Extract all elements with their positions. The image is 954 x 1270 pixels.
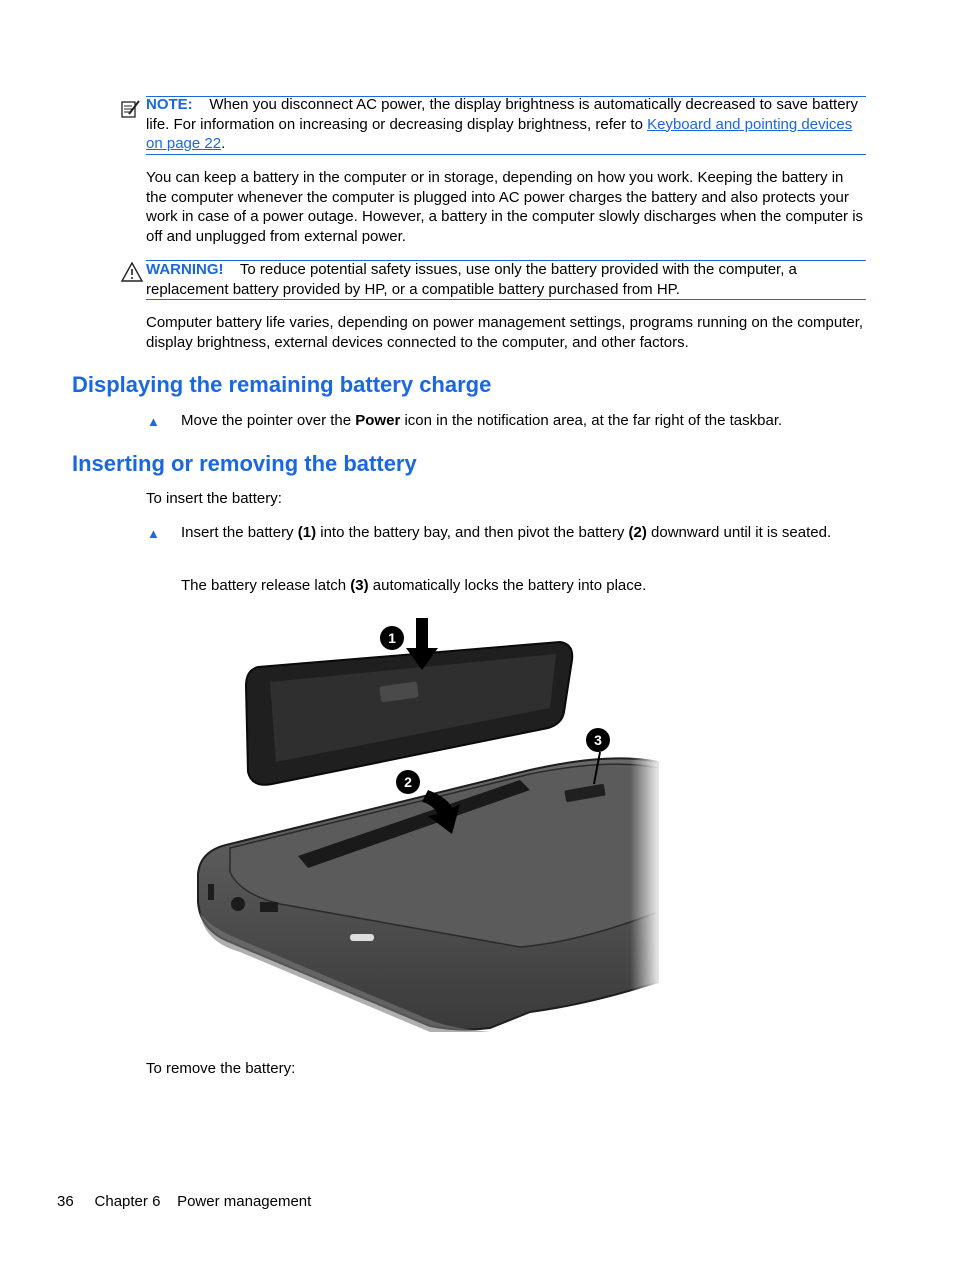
step-text: Move the pointer over the bbox=[181, 412, 356, 429]
warning-bottom-rule bbox=[146, 299, 866, 300]
battery-life-paragraph: Computer battery life varies, depending on power management settings, programs running on the computer, display brightness, external devices connected to the computer, and other factors. bbox=[146, 314, 864, 351]
step-text: Insert the battery bbox=[181, 524, 298, 541]
warning-paragraph bbox=[146, 260, 866, 299]
bullet-icon: ▲ bbox=[147, 526, 160, 541]
chapter-title: Power management bbox=[177, 1193, 312, 1210]
remaining-charge-step bbox=[181, 411, 871, 431]
page-footer bbox=[57, 1192, 311, 1212]
step-text: downward until it is seated. bbox=[646, 524, 832, 541]
note-paragraph bbox=[146, 95, 866, 154]
battery-illustration bbox=[190, 612, 662, 1032]
latch-text: automatically locks the battery into place. bbox=[368, 577, 647, 594]
callout-2: 2 bbox=[404, 774, 412, 790]
storage-paragraph: You can keep a battery in the computer or in storage, depending on how you work. Keeping the battery in the computer whenever the computer is plugged into AC power charges the battery and also protects your work in case of a power outage. However, a battery in the computer slowly discharges when the computer is off and unplugged from external power. bbox=[146, 169, 864, 245]
callout-1: 1 bbox=[388, 630, 396, 646]
note-text-end: . bbox=[221, 135, 226, 152]
remove-intro: To remove the battery: bbox=[146, 1060, 296, 1077]
insert-step bbox=[181, 523, 841, 543]
note-icon bbox=[120, 98, 142, 120]
callout-ref-1: (1) bbox=[297, 524, 317, 541]
battery-illustration-svg bbox=[190, 612, 662, 1032]
callout-ref-2: (2) bbox=[628, 524, 647, 541]
note-text: When you disconnect AC power, the display brightness is automatically decreased to save battery life. For information on increasing or decreasing display brightness, refer to bbox=[146, 96, 859, 133]
latch-text: The battery release latch bbox=[181, 577, 351, 594]
step-text-end: icon in the notification area, at the far right of the taskbar. bbox=[400, 412, 783, 429]
bullet-icon: ▲ bbox=[147, 414, 160, 429]
chapter-label: Chapter 6 bbox=[94, 1193, 161, 1210]
latch-paragraph bbox=[181, 576, 841, 596]
section-heading-insert-remove: Inserting or removing the battery bbox=[72, 451, 417, 476]
keyboard-link[interactable]: Keyboard and pointing devices on page 22 bbox=[146, 115, 853, 152]
warning-icon bbox=[121, 262, 143, 282]
step-text: into the battery bay, and then pivot the battery bbox=[316, 524, 629, 541]
note-bottom-rule bbox=[146, 154, 866, 155]
warning-label: WARNING! bbox=[146, 261, 224, 278]
step-bold: Power bbox=[355, 412, 401, 429]
page-number: 36 bbox=[57, 1193, 74, 1210]
insert-intro: To insert the battery: bbox=[146, 490, 282, 507]
callout-3: 3 bbox=[594, 732, 602, 748]
callout-ref-3: (3) bbox=[350, 577, 369, 594]
section-heading-remaining-charge: Displaying the remaining battery charge bbox=[72, 372, 492, 397]
warning-text: To reduce potential safety issues, use only the battery provided with the computer, a replacement battery provided by HP, or a compatible battery purchased from HP. bbox=[146, 261, 797, 298]
note-label: NOTE: bbox=[146, 96, 193, 113]
